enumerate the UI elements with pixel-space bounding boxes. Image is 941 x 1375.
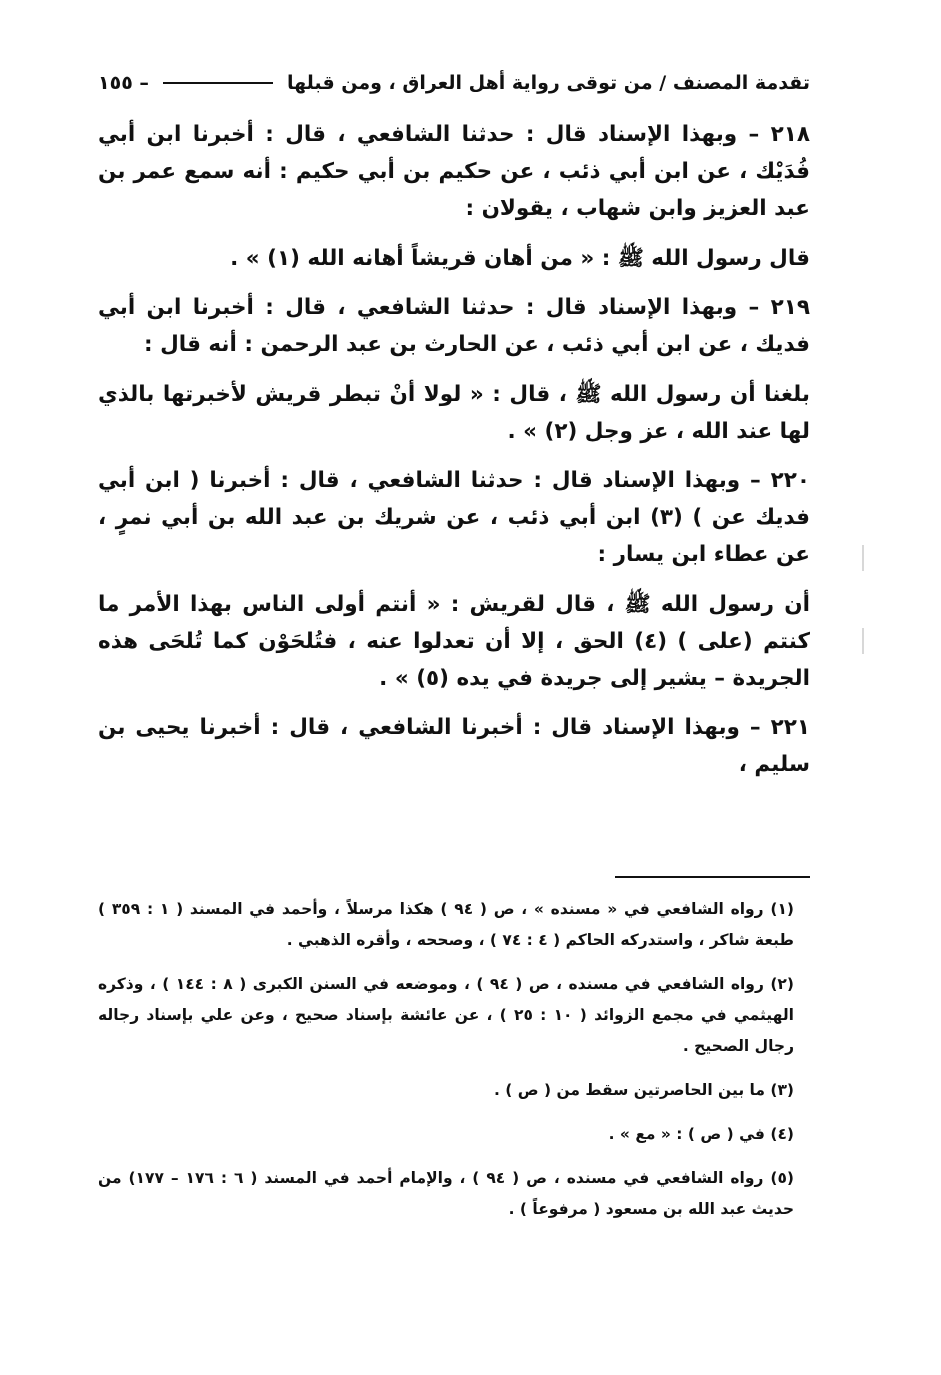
footnote-2: (٢) رواه الشافعي في مسنده ، ص ( ٩٤ ) ، وموضعه في السنن الكبرى ( ٨ : ١٤٤ ) ، وذكره الهيثمي في مجمع الزوائد ( ١٠ : ٢٥ ) ، عن عائشة بإسناد صحيح ، وعن علي بإسناد رجاله رجال الصحيح .: [98, 975, 794, 1055]
header-rule: [163, 82, 273, 84]
hadith-text-218: قال رسول الله ﷺ : « من أهان قريشاً أهانه الله (١) » .: [230, 246, 810, 271]
scan-margin-mark: [862, 628, 864, 654]
paragraph-221: ٢٢١ – وبهذا الإسناد قال : أخبرنا الشافعي ، قال : أخبرنا يحيى بن سليم ،: [98, 715, 810, 777]
footnote-1: (١) رواه الشافعي في « مسنده » ، ص ( ٩٤ ) هكذا مرسلاً ، وأحمد في المسند ( ١ : ٣٥٩ ) طبعة شاكر ، واستدركه الحاكم ( ٤ : ٧٤ ) ، وصححه ، وأقره الذهبي .: [98, 900, 794, 949]
paragraph-220: ٢٢٠ – وبهذا الإسناد قال : حدثنا الشافعي ، قال : أخبرنا ( ابن أبي فديك عن ) (٣) ابن أبي ذئب ، عن شريك بن عبد الله بن أبي نمرٍ ، عن عطاء ابن يسار :: [98, 468, 810, 567]
hadith-text-220: أن رسول الله ﷺ ، قال لقريش : « أنتم أولى الناس بهذا الأمر ما كنتم (على ) (٤) الحق ، إلا أن تعدلوا عنه ، فتُلحَوْن كما تُلحَى هذه الجريدة – يشير إلى جريدة في يده (٥) » .: [98, 592, 810, 691]
running-header: [98, 72, 810, 94]
footnote-5: (٥) رواه الشافعي في مسنده ، ص ( ٩٤ ) ، والإمام أحمد في المسند ( ٦ : ١٧٦ – ١٧٧) من حديث عبد الله بن مسعود ( مرفوعاً ) .: [98, 1169, 794, 1218]
hadith-text-219: بلغنا أن رسول الله ﷺ ، قال : « لولا أنْ تبطر قريش لأخبرتها بالذي لها عند الله ، عز وجل (٢) » .: [98, 382, 810, 444]
paragraph-219: ٢١٩ – وبهذا الإسناد قال : حدثنا الشافعي ، قال : أخبرنا ابن أبي فديك ، عن ابن أبي ذئب ، عن الحارث بن عبد الرحمن : أنه قال :: [98, 295, 810, 357]
paragraph-218: ٢١٨ – وبهذا الإسناد قال : حدثنا الشافعي ، قال : أخبرنا ابن أبي فُدَيْك ، عن ابن أبي ذئب ، عن حكيم بن أبي حكيم : أنه سمع عمر بن عبد العزيز وابن شهاب ، يقولان :: [98, 122, 810, 221]
page-number: – ١٥٥: [98, 72, 149, 94]
footnote-separator: [615, 876, 810, 878]
main-text: [98, 116, 810, 796]
footnotes: [98, 894, 810, 1238]
footnote-4: (٤) في ( ص ) : « مع » .: [608, 1125, 794, 1143]
scan-margin-mark: [862, 545, 864, 571]
running-header-title: تقدمة المصنف / من توقى رواية أهل العراق ، ومن قبلها: [287, 72, 810, 94]
footnote-3: (٣) ما بين الحاصرتين سقط من ( ص ) .: [493, 1081, 794, 1099]
